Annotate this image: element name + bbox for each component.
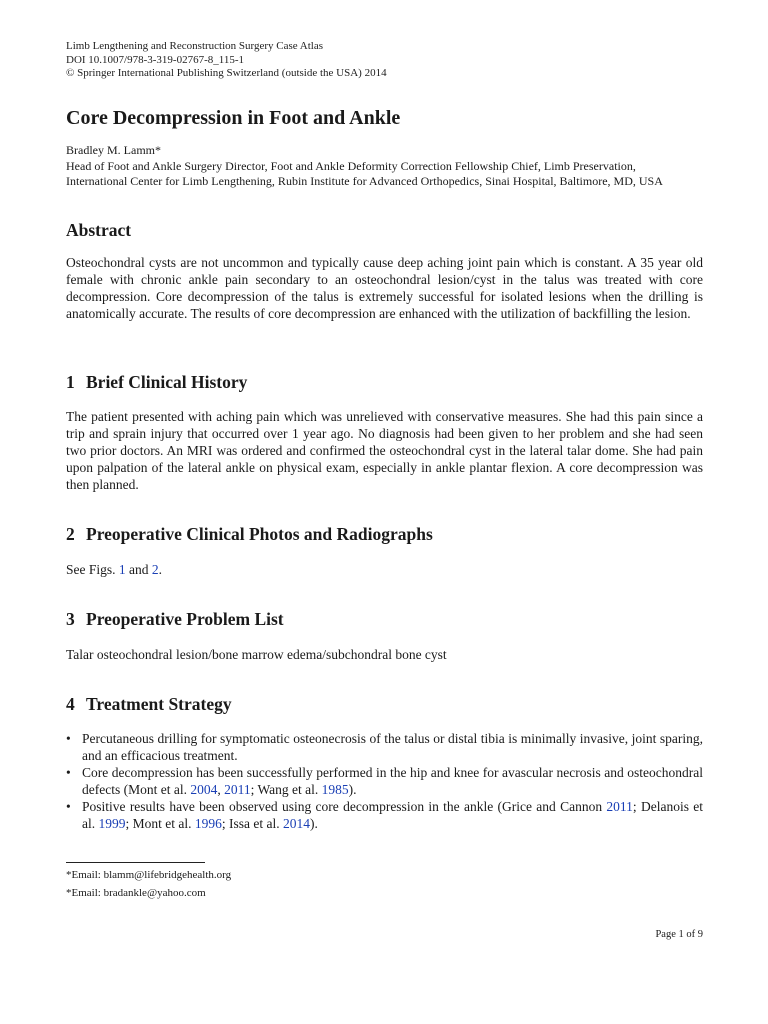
section-1-title: Brief Clinical History <box>86 372 248 392</box>
section-4-number: 4 <box>66 694 75 714</box>
abstract-heading: Abstract <box>66 220 132 240</box>
treatment-strategy-list <box>66 730 703 832</box>
separator-text: ; Delanois et al. <box>82 799 704 831</box>
section-4-title: Treatment Strategy <box>86 694 232 714</box>
chapter-title: Core Decompression in Foot and Ankle <box>66 107 401 129</box>
bullet-glyph: • <box>66 731 71 746</box>
document-page <box>66 0 703 1024</box>
citation-link[interactable]: 1985 <box>321 782 349 797</box>
section-2-text-pre: See Figs. <box>66 562 119 577</box>
citation-link[interactable]: 1999 <box>98 816 126 831</box>
section-4-heading <box>66 694 232 715</box>
section-2-text-mid: and <box>125 562 152 577</box>
citation-link[interactable]: 2011 <box>606 799 633 814</box>
footnote-email-1: *Email: blamm@lifebridgehealth.org <box>66 869 232 881</box>
section-1-text: The patient presented with aching pain which was unrelieved with conservative measures. She had this pain since a trip and sprain injury that occurred over 1 year ago. No diagnosis had been given to her problem and she had seen two prior doctors. An MRI was ordered and confirmed the osteochondral cyst in the lateral talar dome. She had pain upon palpation of the lateral ankle on physical exam, especially in ankle plantar flexion. A core decompression was then planned. <box>66 409 703 492</box>
section-2-text-post: . <box>158 562 163 577</box>
list-item <box>66 798 703 832</box>
section-2-number: 2 <box>66 524 75 544</box>
header-doi: DOI 10.1007/978-3-319-02767-8_115-1 <box>66 53 245 66</box>
section-1-heading <box>66 372 247 393</box>
footnote-email-2: *Email: bradankle@yahoo.com <box>66 887 206 899</box>
citation-link[interactable]: 2014 <box>282 816 310 831</box>
citation-link[interactable]: 2011 <box>224 782 251 797</box>
section-1-number: 1 <box>66 372 75 392</box>
citation-link[interactable]: 2004 <box>190 782 218 797</box>
section-3-text: Talar osteochondral lesion/bone marrow edema/subchondral bone cyst <box>66 647 447 662</box>
citation-link[interactable]: 1996 <box>194 816 222 831</box>
abstract-text: Osteochondral cysts are not uncommon and typically cause deep aching joint pain which is constant. A 35 year old female with chronic ankle pain secondary to an osteochondral lesion/cyst in the talus was treated with core decompression. Core decompression of the talus is extremely successful for isolated lesions when the drilling is anatomically accurate. The results of core decompression are enhanced with the utilization of backfilling the lesion. <box>66 255 703 321</box>
separator-text: ; Mont et al. <box>125 816 195 831</box>
bullet-glyph: • <box>66 765 71 780</box>
page-number: Page 1 of 9 <box>655 929 703 940</box>
section-3-title: Preoperative Problem List <box>86 609 284 629</box>
list-item <box>66 764 703 798</box>
author-affiliation-line-2: International Center for Limb Lengthening, Rubin Institute for Advanced Orthopedics, Sinai Hospital, Baltimore, MD, USA <box>66 174 663 188</box>
list-item <box>66 730 703 764</box>
author-affiliation-line-1: Head of Foot and Ankle Surgery Director, Foot and Ankle Deformity Correction Fellowship Chief, Limb Preservation, <box>66 158 636 173</box>
bullet-2-text-pre: Core decompression has been successfully performed in the hip and knee for avascular necrosis and osteochondral defects (Mont et al. <box>82 765 703 797</box>
section-2-title: Preoperative Clinical Photos and Radiographs <box>86 524 433 544</box>
footnote-divider <box>66 862 205 863</box>
bullet-glyph: • <box>66 799 71 814</box>
bullet-1-text: Percutaneous drilling for symptomatic osteonecrosis of the talus or distal tibia is minimally invasive, joint sparing, and an efficacious treatment. <box>82 731 703 763</box>
bullet-3-text-pre: Positive results have been observed using core decompression in the ankle (Grice and Cannon <box>82 799 607 814</box>
header-series-title: Limb Lengthening and Reconstruction Surgery Case Atlas <box>66 40 324 52</box>
section-3-heading <box>66 609 284 630</box>
closing-text: ). <box>309 816 318 831</box>
figure-1-link[interactable]: 1 <box>118 562 126 577</box>
author-name: Bradley M. Lamm* <box>66 143 161 157</box>
closing-text: ). <box>348 782 357 797</box>
figure-2-link[interactable]: 2 <box>151 562 159 577</box>
section-2-text <box>66 561 703 578</box>
author-block <box>66 143 663 190</box>
separator-text: , <box>217 782 225 797</box>
separator-text: ; Issa et al. <box>221 816 283 831</box>
section-2-heading <box>66 524 433 545</box>
separator-text: ; Wang et al. <box>250 782 322 797</box>
publication-header <box>66 40 387 81</box>
header-copyright: © Springer International Publishing Switzerland (outside the USA) 2014 <box>66 67 387 79</box>
section-3-number: 3 <box>66 609 75 629</box>
